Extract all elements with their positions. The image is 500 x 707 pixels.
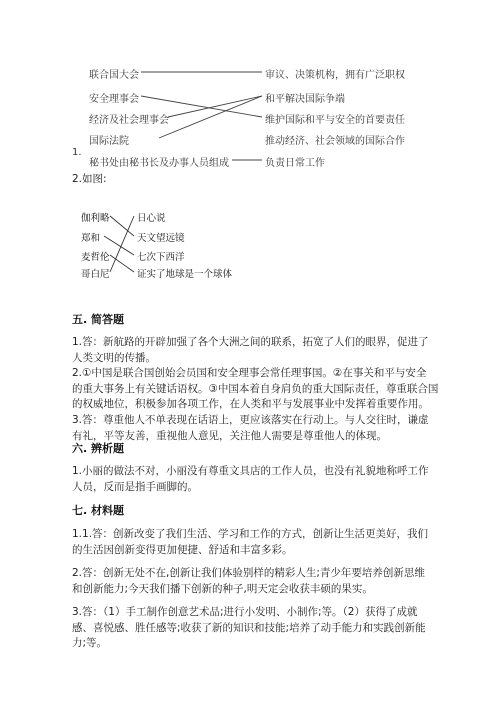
- answer-line: 的权威地位，积极参加各项工作，在人类和平与发展事业中发挥着重要作用。: [72, 398, 429, 410]
- match-line-galileo-telescope: [110, 216, 134, 236]
- answer-line: 3.答：（1）手工制作创意艺术品;进行小发明、小制作;等。（2）获得了成就: [72, 606, 418, 618]
- answer-7-3: [72, 605, 426, 652]
- answer-5-1: [72, 335, 429, 366]
- right-item-deliberative: 审议、决策机构，拥有广泛职权: [265, 70, 405, 81]
- answer-5-3: [72, 413, 429, 444]
- right-item-cooperation: 推动经济、社会领域的国际合作: [265, 136, 405, 147]
- achievement-heliocentric: 日心说: [137, 213, 166, 224]
- explorer-galileo: 伽利略: [81, 213, 110, 224]
- answer-line: 2.答：创新无处不在,创新让我们体验别样的精彩人生;青少年要培养创新思维: [72, 567, 425, 579]
- answer-line: 2.①中国是联合国创始会员国和安全理事会常任理事国。②在事关和平与安全: [72, 367, 427, 379]
- explorer-copernicus: 哥白尼: [81, 269, 110, 280]
- left-item-general-assembly: 联合国大会: [89, 70, 139, 81]
- answer-6-1: [72, 464, 429, 495]
- answer-line: 的重大事务上有关键话语权。③中国本着自身肩负的重大国际责任，尊重联合国: [72, 382, 439, 395]
- answer-line: 有礼，平等友善，重视他人意见，关注他人需要是尊重他人的体现。: [72, 429, 387, 442]
- item-2-label: 2.如图:: [72, 173, 107, 185]
- explorer-magellan: 麦哲伦: [81, 252, 110, 263]
- answer-5-2: [72, 366, 438, 413]
- answer-7-2: [72, 566, 425, 597]
- answer-line: 1.答：新航路的开辟加强了各个大洲之间的联系，拓宽了人们的眼界，促进了: [72, 336, 429, 348]
- section-5-title: 五. 简答题: [72, 313, 125, 326]
- answer-line: 1.小丽的做法不对，小丽没有尊重文具店的工作人员，也没有礼貌地称呼工作: [72, 465, 429, 477]
- left-item-icj: 国际法院: [89, 136, 129, 147]
- section-6-title: 六. 辨析题: [72, 442, 125, 455]
- achievement-round-earth: 证实了地球是一个球体: [137, 269, 233, 280]
- answer-line: 力;等。: [72, 637, 108, 649]
- achievement-voyages: 七次下西洋: [137, 252, 185, 263]
- right-item-peaceful-disputes: 和平解决国际争端: [265, 94, 345, 105]
- answer-line: 和创新能力;今天我们播下创新的种子,明天定会收获丰硕的果实。: [72, 582, 373, 595]
- answer-line: 的生活因创新变得更加便捷、舒适和丰富多彩。: [72, 543, 293, 556]
- explorer-zhenghe: 郑和: [81, 233, 101, 244]
- left-item-security-council: 安全理事会: [89, 94, 139, 105]
- left-item-secretariat: 秘书处由秘书长及办事人员组成: [89, 158, 229, 169]
- answer-line: 3.答：尊重他人不单表现在话语上，更应该落实在行动上。与人交往时，谦虚: [72, 414, 429, 426]
- item-number-1: 1.: [72, 147, 82, 158]
- answer-line: 人员，反而是指手画脚的。: [72, 480, 198, 493]
- answer-7-1: [72, 527, 428, 558]
- answer-line: 感、喜悦感、胜任感等;收获了新的知识和技能;培养了动手能力和实践创新能: [72, 621, 426, 634]
- left-item-ecosoc: 经济及社会理事会: [89, 115, 169, 126]
- right-item-daily-work: 负责日常工作: [265, 158, 325, 169]
- answer-line: 1.1.答：创新改变了我们生活、学习和工作的方式，创新让生活更美好，我们: [72, 528, 429, 540]
- section-7-title: 七. 材料题: [72, 504, 125, 517]
- right-item-peace-security: 维护国际和平与安全的首要责任: [265, 115, 405, 126]
- answer-line: 人类文明的传播。: [72, 351, 156, 364]
- achievement-telescope: 天文望远镜: [137, 233, 185, 244]
